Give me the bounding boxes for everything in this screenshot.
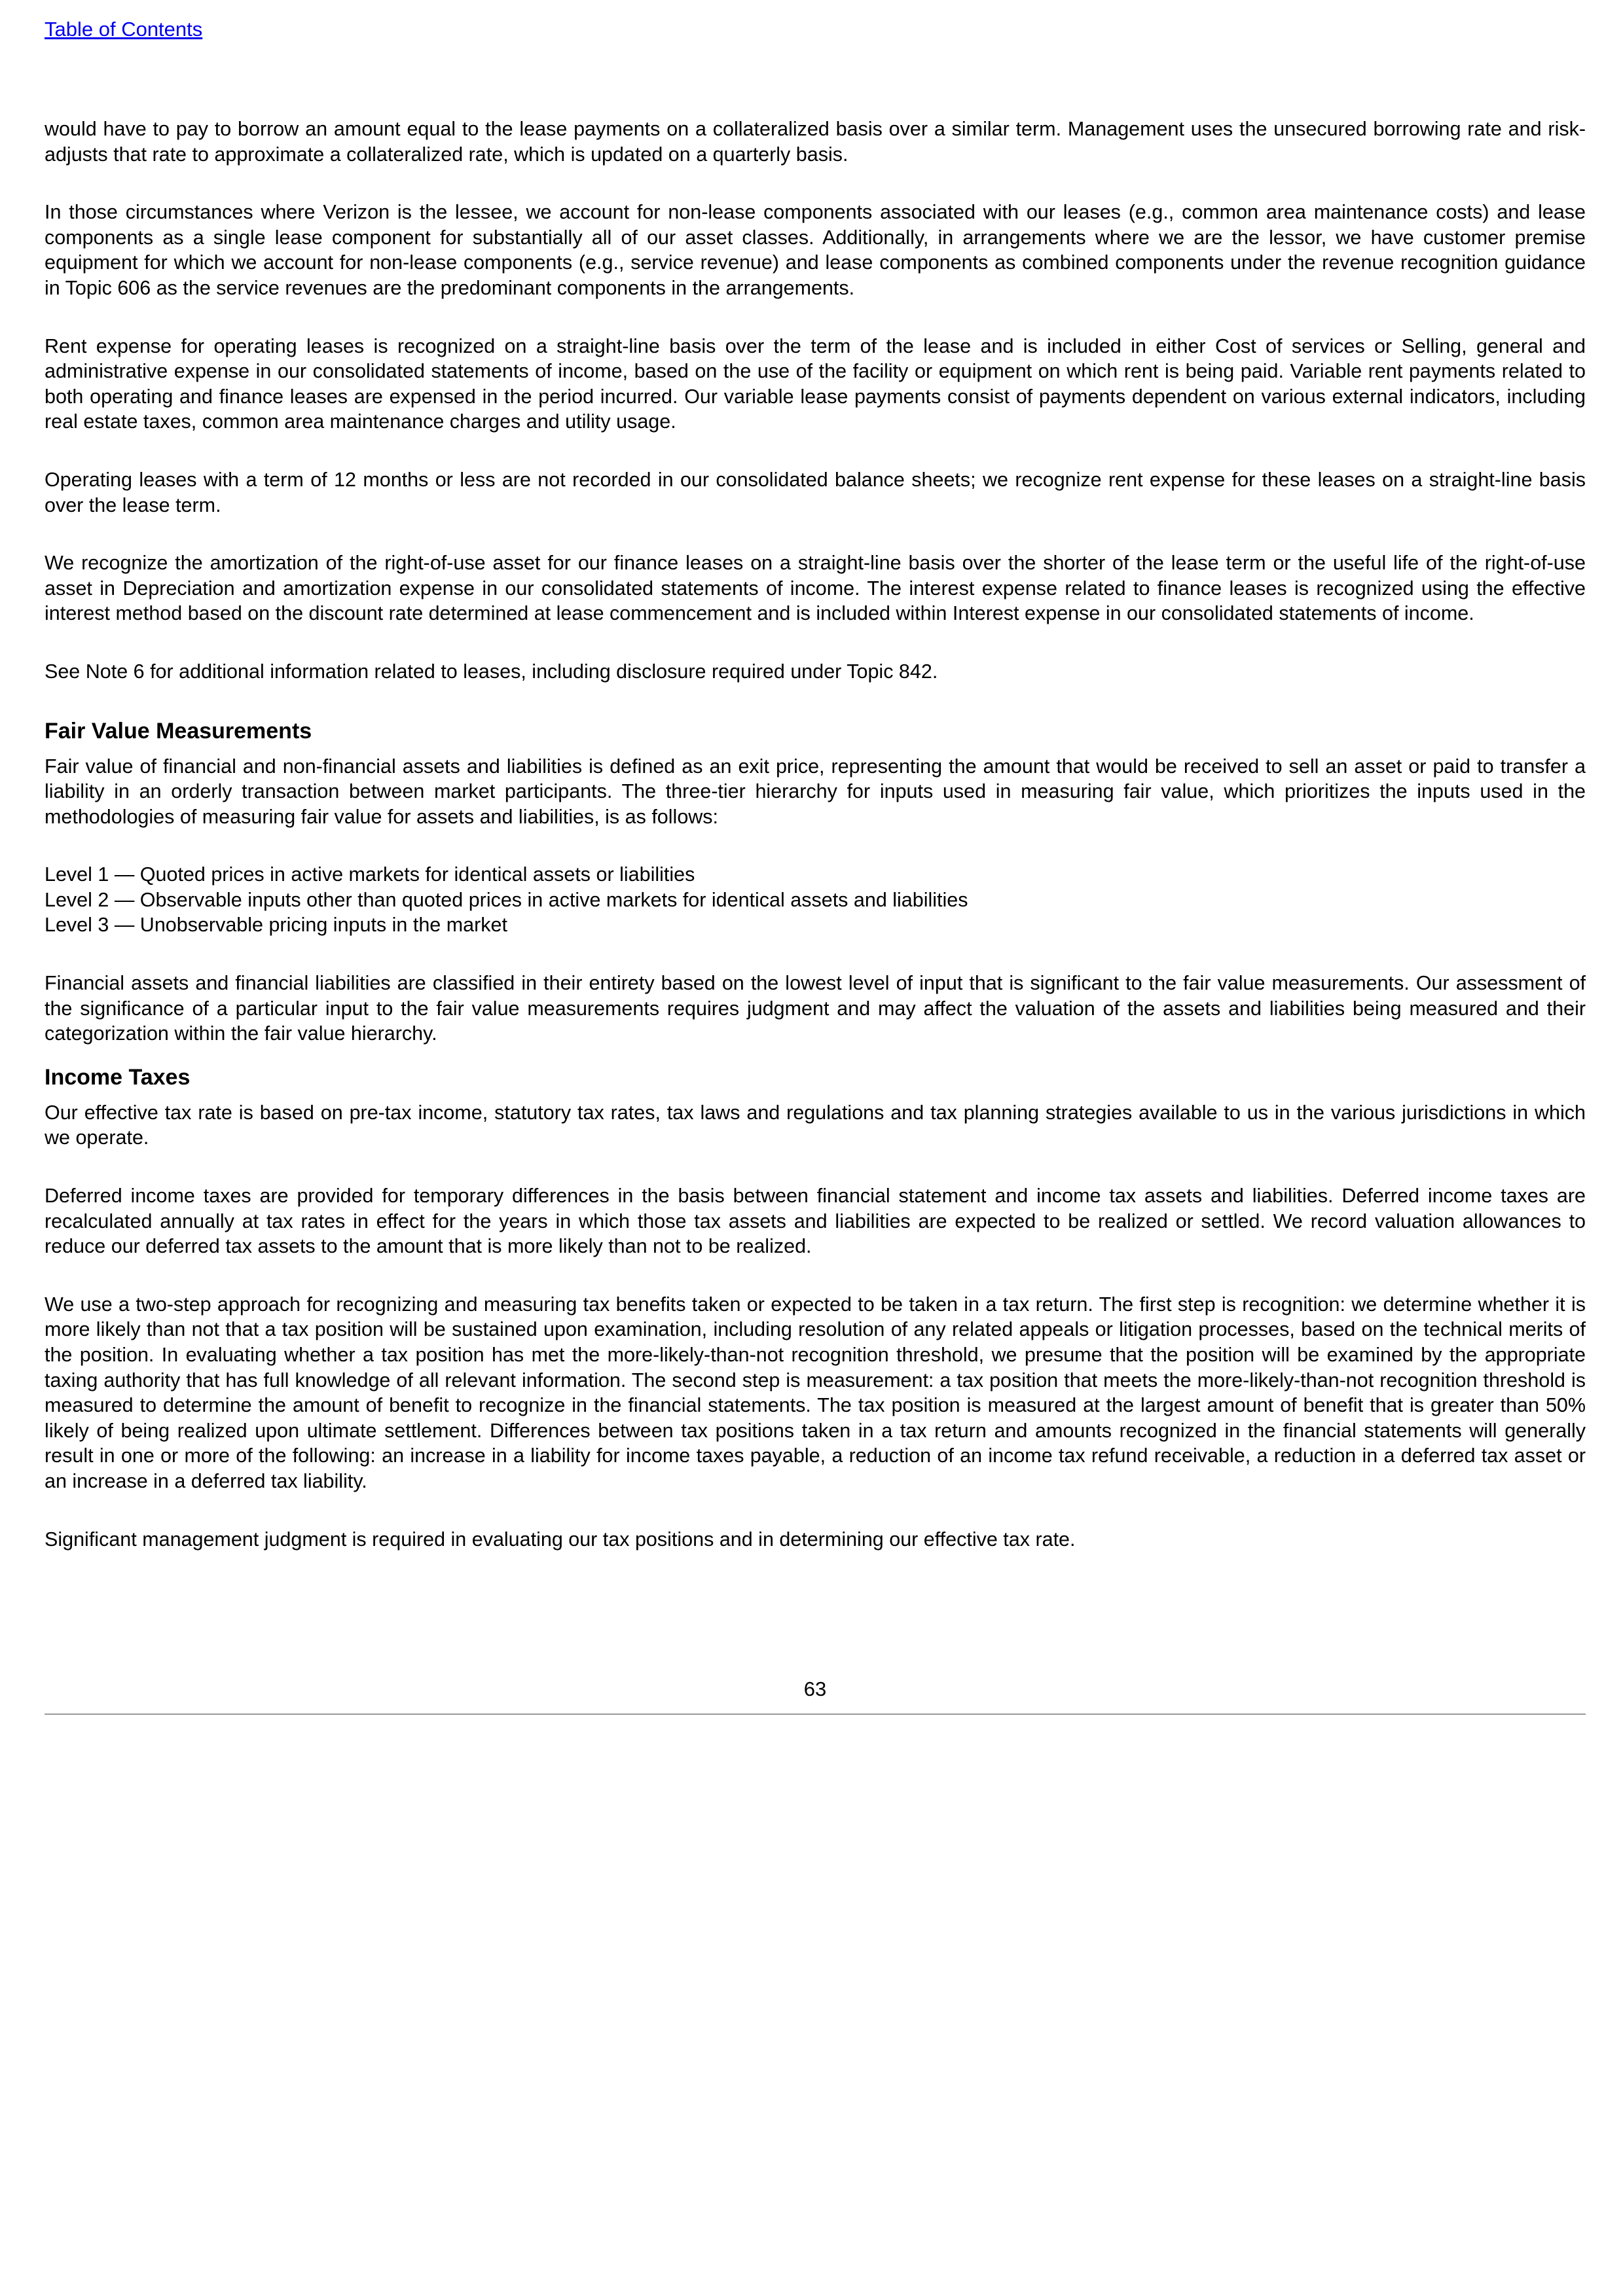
- fair-value-classification-paragraph: Financial assets and financial liabilities are classified in their entirety based on the lowest level of input that is significant to the fair value measurements. Our assessment of the significance of a particular input to the fair value measurements requires judgment and may affect the valuation of the assets and liabilities being measured and their categorization within the fair value hierarchy.: [45, 972, 1586, 1045]
- rent-expense-paragraph: Rent expense for operating leases is recognized on a straight-line basis over the term of the lease and is included in either Cost of services or Selling, general and administrative expense in our consolidated statements of income, based on the use of the facility or equipment on which rent is being paid. Variable rent payments related to both operating and finance leases are expensed in the period incurred. Our variable lease payments consist of payments dependent on various external indicators, including real estate taxes, common area maintenance charges and utility usage.: [45, 334, 1586, 433]
- note-6-reference-paragraph: See Note 6 for additional information related to leases, including disclosure required under Topic 842.: [45, 660, 938, 683]
- finance-lease-amortization-paragraph: We recognize the amortization of the right-of-use asset for our finance leases on a straight-line basis over the shorter of the lease term or the useful life of the right-of-use asset in Depreciation and amortization expense in our consolidated statements of income. The interest expense related to finance leases is recognized using the effective interest method based on the discount rate determined at lease commencement and is included within Interest expense in our consolidated statements of income.: [45, 552, 1586, 625]
- list-item: Level 2 — Observable inputs other than quoted prices in active markets for identical assets and liabilities: [45, 888, 968, 911]
- short-term-leases-paragraph: Operating leases with a term of 12 months or less are not recorded in our consolidated balance sheets; we recognize rent expense for these leases on a straight-line basis over the lease term.: [45, 468, 1586, 516]
- tax-benefits-paragraph: We use a two-step approach for recognizing and measuring tax benefits taken or expected to be taken in a tax return. The first step is recognition: we determine whether it is more likely than not that a tax position will be sustained upon examination, including resolution of any related appeals or litigation processes, based on the technical merits of the position. In evaluating whether a tax position has met the more-likely-than-not recognition threshold, we presume that the position will be examined by the appropriate taxing authority that has full knowledge of all relevant information. The second step is measurement: a tax position that meets the more-likely-than-not recognition threshold is measured to determine the amount of benefit to recognize in the financial statements. The tax position is measured at the largest amount of benefit that is greater than 50% likely of being realized upon ultimate settlement. Differences between tax positions taken in a tax return and amounts recognized in the financial statements will generally result in one or more of the following: an increase in a liability for income taxes payable, a reduction of an income tax refund receivable, a reduction in a deferred tax asset or an increase in a deferred tax liability.: [45, 1293, 1586, 1492]
- fair-value-levels-list: [45, 862, 1586, 938]
- fair-value-intro-paragraph: Fair value of financial and non-financial assets and liabilities is defined as an exit price, representing the amount that would be received to sell an asset or paid to transfer a liability in an orderly transaction between market participants. The three-tier hierarchy for inputs used in measuring fair value, which prioritizes the inputs used in the methodologies of measuring fair value for assets and liabilities, is as follows:: [45, 755, 1586, 828]
- table-of-contents-link[interactable]: Table of Contents: [45, 18, 203, 41]
- page-number: 63: [803, 1677, 827, 1700]
- fair-value-heading: Fair Value Measurements: [45, 718, 312, 744]
- lease-rate-paragraph: would have to pay to borrow an amount equal to the lease payments on a collateralized basis over a similar term. Management uses the unsecured borrowing rate and risk-adjusts that rate to approximate a collateralized rate, which is updated on a quarterly basis.: [45, 118, 1586, 166]
- effective-tax-rate-paragraph: Our effective tax rate is based on pre-tax income, statutory tax rates, tax laws and regulations and tax planning strategies available to us in the various jurisdictions in which we operate.: [45, 1101, 1586, 1149]
- deferred-taxes-paragraph: Deferred income taxes are provided for temporary differences in the basis between financial statement and income tax assets and liabilities. Deferred income taxes are recalculated annually at tax rates in effect for the years in which those tax assets and liabilities are expected to be realized or settled. We record valuation allowances to reduce our deferred tax assets to the amount that is more likely than not to be realized.: [45, 1185, 1586, 1258]
- list-item: Level 3 — Unobservable pricing inputs in the market: [45, 914, 507, 937]
- footer-divider: [45, 1713, 1586, 1715]
- income-taxes-heading: Income Taxes: [45, 1064, 191, 1090]
- page-body: [45, 117, 1586, 1585]
- non-lease-components-paragraph: In those circumstances where Verizon is the lessee, we account for non-lease components associated with our leases (e.g., common area maintenance costs) and lease components as a single lease component for substantially all of our asset classes. Additionally, in arrangements where we are the lessor, we have customer premise equipment for which we account for non-lease components (e.g., service revenue) and lease components as combined components under the revenue recognition guidance in Topic 606 as the service revenues are the predominant components in the arrangements.: [45, 201, 1586, 299]
- list-item: Level 1 — Quoted prices in active markets for identical assets or liabilities: [45, 863, 695, 886]
- management-judgment-paragraph: Significant management judgment is required in evaluating our tax positions and in determining our effective tax rate.: [45, 1528, 1076, 1551]
